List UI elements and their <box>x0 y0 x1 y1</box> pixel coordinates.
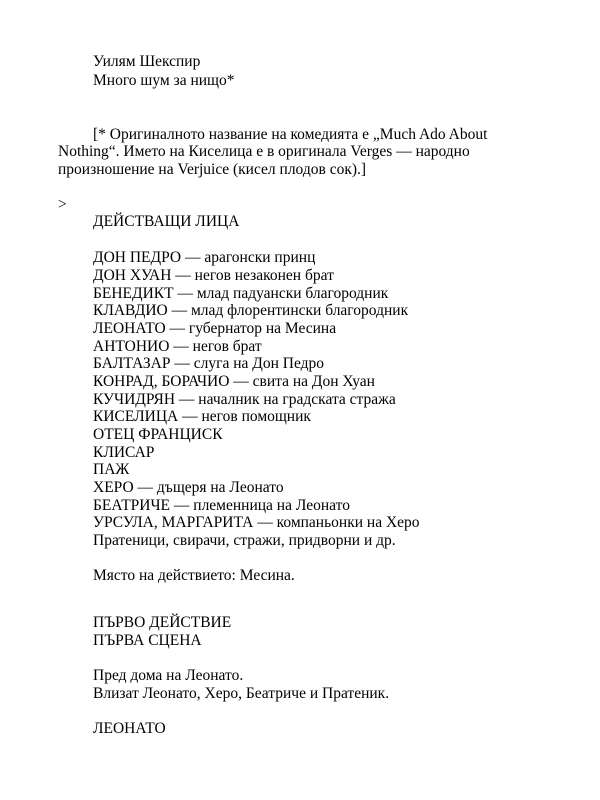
cast-entry: ОТЕЦ ФРАНЦИСК <box>93 426 223 443</box>
stage-entrance: Влизат Леонато, Херо, Беатриче и Пратеник. <box>93 685 390 702</box>
cast-entry: КЛАВДИО — млад флорентински благородник <box>93 302 409 319</box>
scene-heading: ПЪРВА СЦЕНА <box>93 632 202 649</box>
footnote-line-1: [* Оригиналното название на комедията е „Much Ado About <box>93 126 488 143</box>
cast-entry: КУЧИДРЯН — началник на градската стража <box>93 391 396 408</box>
cast-heading: ДЕЙСТВАЩИ ЛИЦА <box>93 213 240 230</box>
title-line: Много шум за нищо* <box>93 72 235 89</box>
quote-marker: > <box>58 196 67 213</box>
cast-entry: ЛЕОНАТО — губернатор на Месина <box>93 320 337 337</box>
footnote-line-3: произношение на Verjuice (кисел плодов сок).] <box>58 161 367 178</box>
cast-entry: КОНРАД, БОРАЧИО — свита на Дон Хуан <box>93 373 375 390</box>
speaker-name: ЛЕОНАТО <box>93 720 166 737</box>
cast-entry: БАЛТАЗАР — слуга на Дон Педро <box>93 355 325 372</box>
cast-entry: УРСУЛА, МАРГАРИТА — компаньонки на Херо <box>93 514 420 531</box>
cast-entry: БЕНЕДИКТ — млад падуански благородник <box>93 285 389 302</box>
cast-entry: КИСЕЛИЦА — негов помощник <box>93 408 311 425</box>
cast-entry: ДОН ХУАН — негов незаконен брат <box>93 267 334 284</box>
stage-setting: Пред дома на Леонато. <box>93 667 244 684</box>
act-heading: ПЪРВО ДЕЙСТВИЕ <box>93 614 232 631</box>
author-line: Уилям Шекспир <box>93 53 201 70</box>
cast-entry: ДОН ПЕДРО — арагонски принц <box>93 249 316 266</box>
cast-entry: Пратеници, свирачи, стражи, придворни и др. <box>93 532 396 549</box>
cast-entry: ХЕРО — дъщеря на Леонато <box>93 479 284 496</box>
footnote-line-2: Nothing“. Името на Киселица е в оригинала Verges — народно <box>58 143 470 160</box>
cast-entry: АНТОНИО — негов брат <box>93 338 262 355</box>
cast-entry: БЕАТРИЧЕ — племенница на Леонато <box>93 497 350 514</box>
cast-entry: ПАЖ <box>93 461 130 478</box>
cast-entry: КЛИСАР <box>93 444 155 461</box>
place-line: Място на действието: Месина. <box>93 567 295 584</box>
